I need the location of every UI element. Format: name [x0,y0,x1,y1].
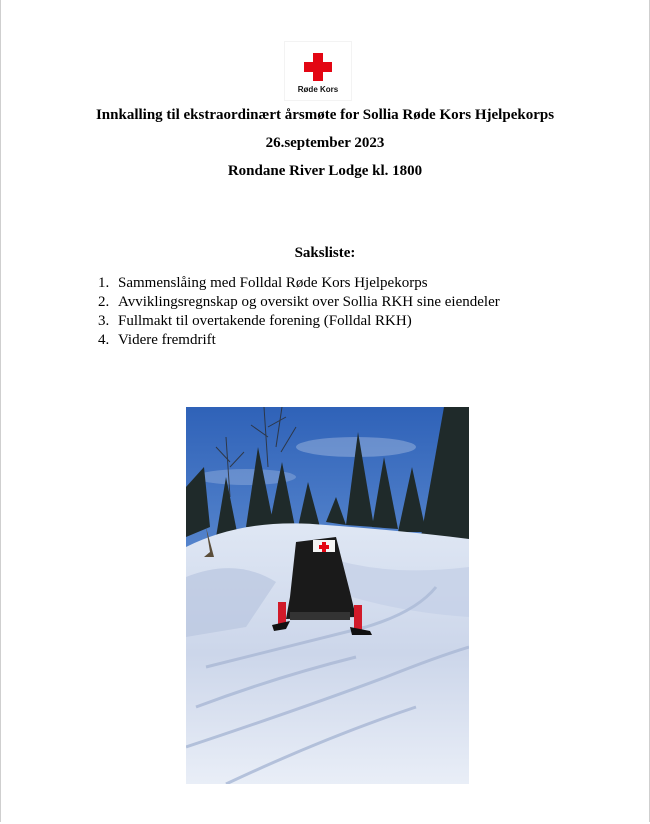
agenda-list [98,274,500,350]
agenda-item [98,293,500,312]
agenda-item [98,331,500,350]
agenda-item [98,274,500,293]
agenda-item-number: 3. [98,313,110,329]
agenda-item-text: Sammenslåing med Folldal Røde Kors Hjelpekorps [118,275,428,291]
agenda-item-number: 4. [98,332,110,348]
agenda-item-text: Avviklingsregnskap og oversikt over Sollia RKH sine eiendeler [118,294,500,310]
agenda-item-text: Videre fremdrift [118,332,216,348]
logo-text: Røde Kors [297,85,339,94]
agenda-item-number: 2. [98,294,110,310]
agenda-item-text: Fullmakt til overtakende forening (Folldal RKH) [118,313,412,329]
meeting-place: Rondane River Lodge kl. 1800 [227,163,423,179]
red-cross-logo [285,42,351,100]
page-title: Innkalling til ekstraordinært årsmøte for Sollia Røde Kors Hjelpekorps [95,107,555,123]
red-cross-icon [304,53,332,81]
snowmobile-photo [186,407,469,784]
meeting-date: 26.september 2023 [265,135,385,151]
agenda-item [98,312,500,331]
agenda-item-number: 1. [98,275,110,291]
agenda-title: Saksliste: [294,245,356,261]
